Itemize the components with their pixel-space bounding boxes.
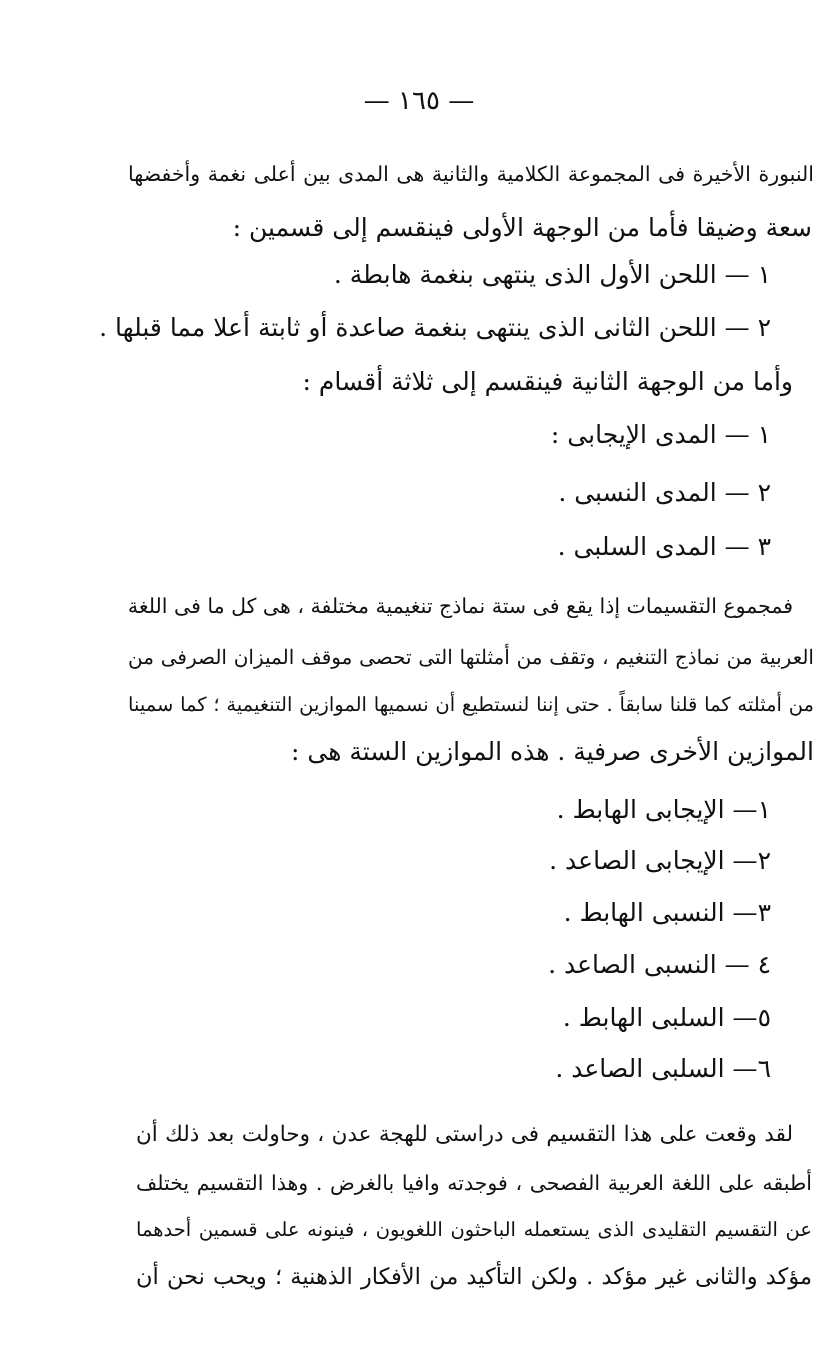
list-item: ٦— السلبى الصاعد . xyxy=(555,1054,771,1083)
list-item: ٢— الإيجابى الصاعد . xyxy=(549,846,771,875)
text-line: فمجموع التقسيمات إذا يقع فى ستة نماذج تنغيمية مختلفة ، هى كل ما فى اللغة xyxy=(127,594,793,618)
text-line: وأما من الوجهة الثانية فينقسم إلى ثلاثة أقسام : xyxy=(302,367,793,396)
list-item: ٣— النسبى الهابط . xyxy=(563,898,771,927)
text-line: لقد وقعت على هذا التقسيم فى دراستى للهجة عدن ، وحاولت بعد ذلك أن xyxy=(136,1122,793,1147)
list-item: ١ — المدى الإيجابى : xyxy=(550,420,771,449)
text-line: عن التقسيم التقليدى الذى يستعمله الباحثون اللغويون ، فينونه على قسمين أحدهما xyxy=(136,1218,812,1241)
list-item: ٥— السلبى الهابط . xyxy=(562,1003,771,1032)
list-item: ٢ — المدى النسبى . xyxy=(558,478,771,507)
text-line: أطبقه على اللغة العربية الفصحى ، فوجدته وافيا بالغرض . وهذا التقسيم يختلف xyxy=(136,1171,812,1195)
text-line: العربية من نماذج التنغيم ، وتقف من أمثلتها التى تحصى موقف الميزان الصرفى من xyxy=(128,645,814,669)
list-item: ١— الإيجابى الهابط . xyxy=(556,795,771,824)
text-line: من أمثلته كما قلنا سابقاً . حتى إننا لنستطيع أن نسميها الموازين التنغيمية ؛ كما سمينا xyxy=(128,693,814,716)
list-item: ١ — اللحن الأول الذى ينتهى بنغمة هابطة . xyxy=(333,260,771,289)
list-item: ٤ — النسبى الصاعد . xyxy=(548,950,771,979)
text-line: النبورة الأخيرة فى المجموعة الكلامية والثانية هى المدى بين أعلى نغمة وأخفضها xyxy=(128,162,814,186)
text-line: الموازين الأخرى صرفية . هذه الموازين الستة هى : xyxy=(291,737,814,766)
text-line: سعة وضيقا فأما من الوجهة الأولى فينقسم إلى قسمين : xyxy=(232,213,812,242)
list-item: ٣ — المدى السلبى . xyxy=(557,532,771,561)
text-line: مؤكد والثانى غير مؤكد . ولكن التأكيد من الأفكار الذهنية ؛ ويحب نحن أن xyxy=(136,1264,812,1290)
page-number: — ١٦٥ — xyxy=(363,86,475,116)
list-item: ٢ — اللحن الثانى الذى ينتهى بنغمة صاعدة أو ثابتة أعلا مما قبلها . xyxy=(99,313,771,342)
